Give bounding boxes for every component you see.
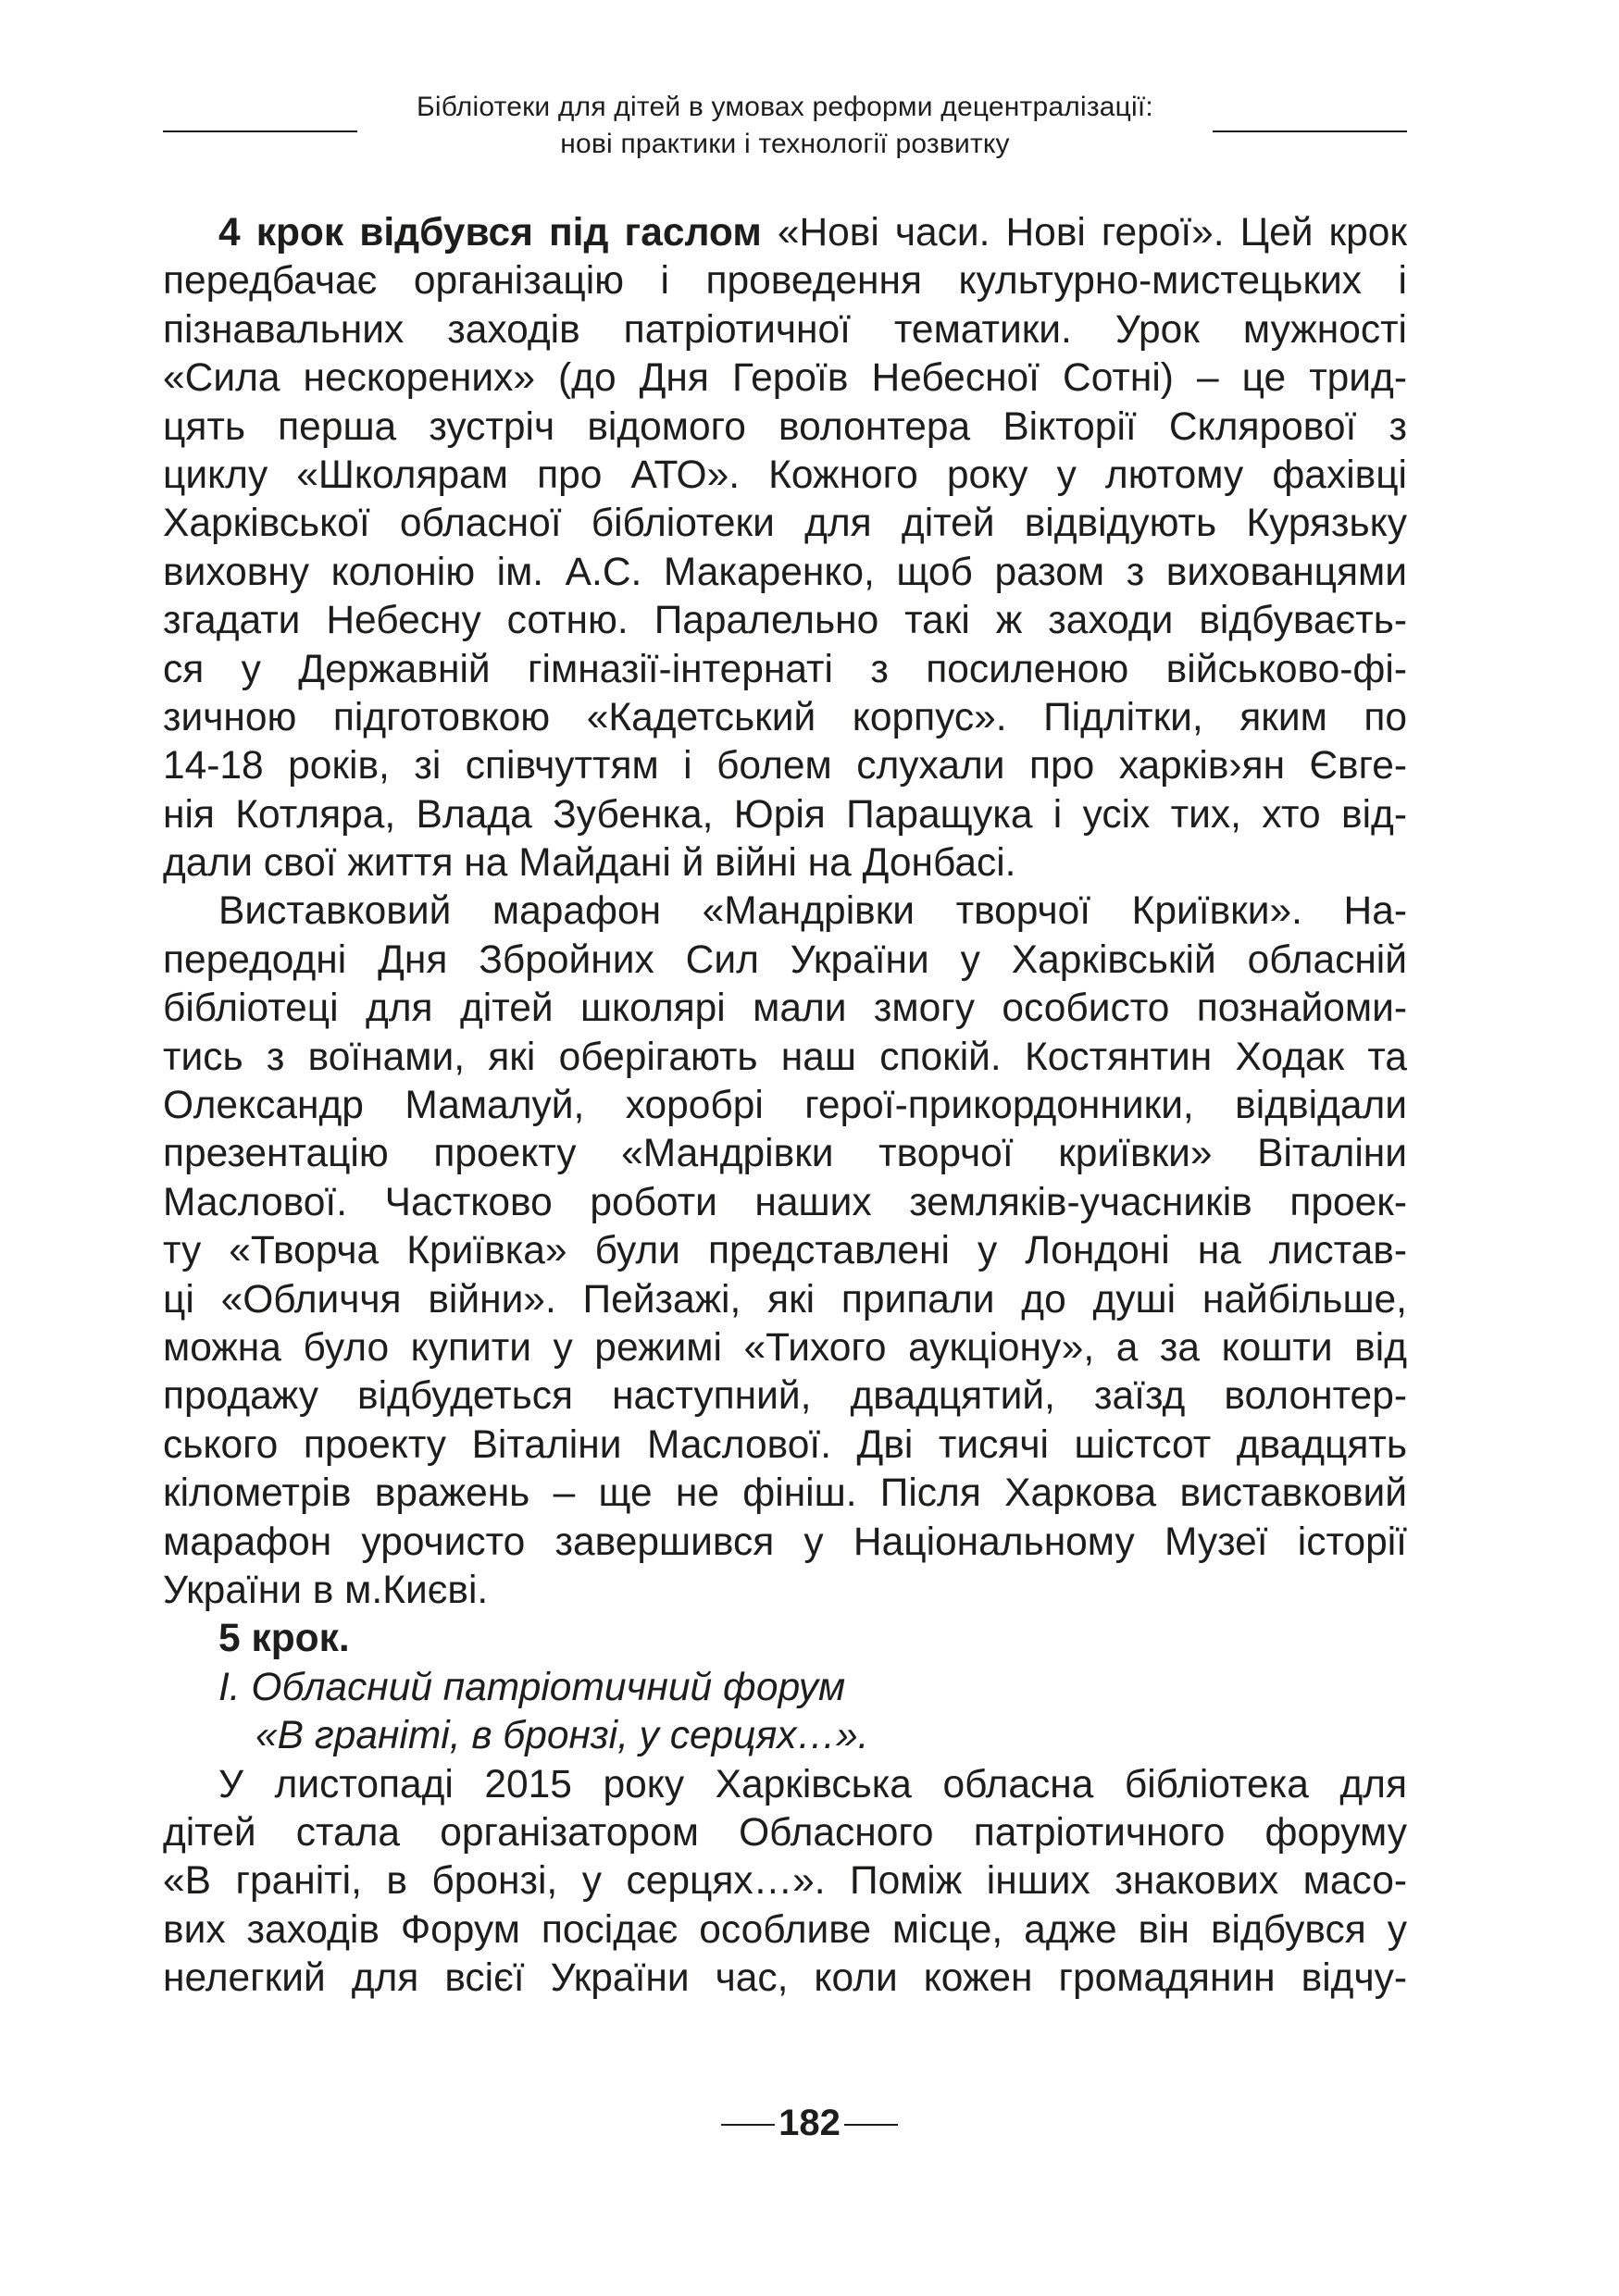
header-title [376, 89, 1194, 163]
text-line: нелегкий для всієї України час, коли кожен громадянин відчу- [163, 1956, 1407, 2001]
text-line: ського проекту Віталіни Маслової. Дві тисячі шістсот двадцять [163, 1422, 1407, 1467]
step-5-heading: 5 крок. [218, 1617, 350, 1661]
step-5-section [163, 1615, 1407, 1760]
page-number: 182 [778, 2103, 841, 2143]
text-line: Виставковий марафон «Мандрівки творчої Криївки». На- [218, 889, 1407, 934]
step-4-heading: 4 крок відбувся під гаслом [218, 211, 762, 254]
text-line: виховну колонію ім. А.С. Макаренко, щоб разом з вихованцями [163, 550, 1407, 594]
header-line-2: нові практики і технології розвитку [560, 129, 1010, 159]
text-line: цять перша зустріч відомого волонтера Вікторії Склярової з [163, 404, 1407, 449]
text-line: презентацію проекту «Мандрівки творчої криївки» Віталіни [163, 1132, 1407, 1176]
text-line: тись з воїнами, які оберігають наш спокій. Костянтин Ходак та [163, 1035, 1407, 1079]
text-line: ці «Обличчя війни». Пейзажі, які припали до душі найбільше, [163, 1277, 1407, 1322]
header-rule-right [1213, 130, 1407, 132]
text-line: передодні Дня Збройних Сил України у Харківській обласній [163, 937, 1407, 982]
page-number-dash-right [844, 2124, 898, 2126]
paragraph-step-4 [163, 209, 1407, 887]
text-line: ту «Творча Криївка» були представлені у Лондоні на листав- [163, 1229, 1407, 1273]
header-line-1: Бібліотеки для дітей в умовах реформи децентралізації: [417, 92, 1153, 122]
text-line: пізнавальних заходів патріотичної тематики. Урок мужності [163, 307, 1407, 352]
page-number-dash-left [721, 2124, 775, 2126]
text-line: У листопаді 2015 року Харківська обласна бібліотека для [218, 1762, 1407, 1806]
body-text [163, 209, 1407, 2003]
text-line: нія Котляра, Влада Зубенка, Юрія Паращука і усіх тих, хто від- [163, 792, 1407, 837]
header-rule-left [163, 130, 357, 132]
page-number-footer [0, 2101, 1619, 2145]
text-line: ся у Державній гімназії-інтернаті з посиленою військово-фі- [163, 647, 1407, 691]
text-line: Маслової. Частково роботи наших земляків-учасників проек- [163, 1180, 1407, 1224]
text-line: дали свої життя на Майдані й війні на Донбасі. [163, 841, 1016, 886]
text-line: України в м.Києві. [163, 1568, 489, 1612]
text-line: вих заходів Форум посідає особливе місце, адже він відбувся у [163, 1907, 1407, 1952]
forum-title-line-1: І. Обласний патріотичний форум [218, 1665, 846, 1709]
text-line: «В граніті, в бронзі, у серцях…». Поміж інших знакових масо- [163, 1859, 1407, 1904]
text-line: передбачає організацію і проведення культурно-мистецьких і [163, 259, 1407, 304]
text-line: бібліотеці для дітей школярі мали змогу особисто познайоми- [163, 987, 1407, 1031]
forum-title-line-2: «В граніті, в бронзі, у серцях…». [255, 1714, 869, 1758]
text-line: Олександр Мамалуй, хоробрі герої-прикордонники, відвідали [163, 1084, 1407, 1128]
text-line: 14-18 років, зі співчуттям і болем слухали про харків›ян Євге- [163, 744, 1407, 788]
text-line: зичною підготовкою «Кадетський корпус». Підлітки, яким по [163, 695, 1407, 739]
text-line: «Сила нескорених» (до Дня Героїв Небесної Сотні) – це трид- [163, 356, 1407, 401]
text-line: марафон урочисто завершився у Національному Музеї історії [163, 1520, 1407, 1564]
paragraph-exhibition-marathon [163, 887, 1407, 1615]
text-line: Харківської обласної бібліотеки для дітей відвідують Курязьку [163, 502, 1407, 546]
text-line: згадати Небесну сотню. Паралельно такі ж заходи відбуваєть- [163, 599, 1407, 643]
text-line: 4 крок відбувся під гаслом «Нові часи. Нові герої». Цей крок [218, 211, 1408, 254]
text-line: дітей стала організатором Обласного патріотичного форуму [163, 1810, 1407, 1855]
paragraph-forum [163, 1761, 1407, 2004]
text-line: можна було купити у режимі «Тихого аукціону», а за кошти від [163, 1325, 1407, 1370]
text-line: циклу «Школярам про АТО». Кожного року у лютому фахівці [163, 453, 1407, 497]
text-line: кілометрів вражень – ще не фініш. Після Харкова виставковий [163, 1471, 1407, 1516]
text-line: продажу відбудеться наступний, двадцятий, заїзд волонтер- [163, 1374, 1407, 1419]
running-header [163, 89, 1407, 172]
